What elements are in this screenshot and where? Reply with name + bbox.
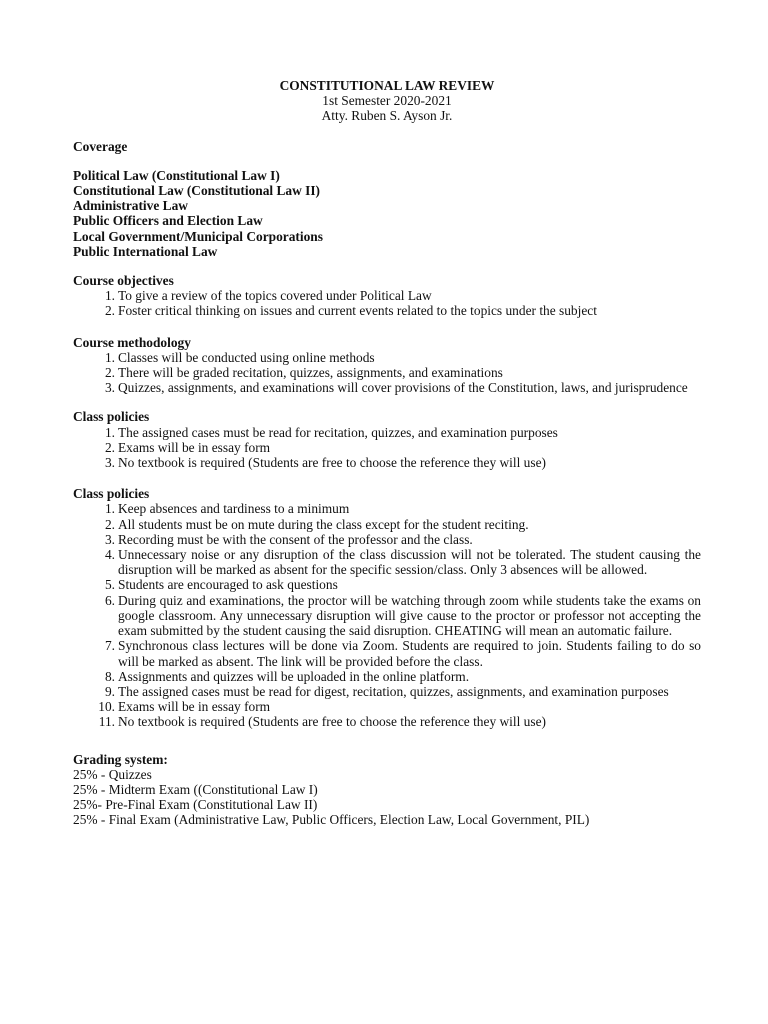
list-text: Recording must be with the consent of the professor and the class. [118, 531, 473, 547]
list-number: 11. [98, 714, 115, 730]
list-number: 3. [104, 455, 115, 471]
list-number: 8. [104, 668, 115, 684]
methodology-section [73, 335, 701, 396]
list-number: 2. [104, 516, 115, 532]
list-text: Unnecessary noise or any disruption of the class discussion will not be tolerated. The student causing the disruption will be marked as absent for the specific session/class. Only 3 absences will be allowed. [118, 547, 701, 578]
list-item [73, 425, 701, 440]
list-item [73, 547, 701, 577]
list-item [73, 501, 701, 516]
list-text: Students are encouraged to ask questions [118, 577, 338, 593]
class-policies-section-1 [73, 409, 701, 470]
class-policies-heading: Class policies [73, 486, 150, 502]
list-number: 9. [104, 683, 115, 699]
list-text: No textbook is required (Students are free to choose the reference they will use) [118, 714, 546, 730]
list-number: 4. [104, 547, 115, 563]
list-text: Assignments and quizzes will be uploaded in the online platform. [118, 668, 470, 684]
list-number: 1. [104, 424, 115, 440]
grading-heading: Grading system: [73, 751, 168, 767]
list-number: 3. [104, 531, 115, 547]
list-number: 5. [104, 577, 115, 593]
list-text: During quiz and examinations, the proctor will be watching through zoom while students take the exams on google classroom. Any unnecessary disruption will give cause to the proctor or professor not accepting the exam submitted by the student causing the said disruption. CHEATING will mean an automatic failure. [118, 592, 701, 639]
list-text: Synchronous class lectures will be done via Zoom. Students are required to join. Students failing to do so will be marked as absent. The link will be provided before the class. [118, 638, 701, 669]
list-item [73, 669, 701, 684]
methodology-heading: Course methodology [73, 334, 191, 350]
list-item [73, 365, 701, 380]
document-title: CONSTITUTIONAL LAW REVIEW [279, 78, 495, 93]
document-header [73, 78, 701, 124]
list-text: There will be graded recitation, quizzes, assignments, and examinations [118, 365, 503, 381]
list-number: 1. [104, 501, 115, 517]
methodology-list [73, 350, 701, 396]
list-text: The assigned cases must be read for recitation, quizzes, and examination purposes [118, 424, 558, 440]
coverage-item: Administrative Law [73, 198, 188, 214]
list-text: All students must be on mute during the class except for the student reciting. [118, 516, 529, 532]
class-policies-list [73, 425, 701, 471]
list-item [73, 440, 701, 455]
list-item [73, 638, 701, 668]
list-item [73, 455, 701, 470]
list-text: To give a review of the topics covered under Political Law [118, 288, 432, 304]
professor-line: Atty. Ruben S. Ayson Jr. [321, 108, 453, 124]
list-item [73, 577, 701, 592]
list-text: The assigned cases must be read for digest, recitation, quizzes, assignments, and examination purposes [118, 683, 669, 699]
coverage-item: Constitutional Law (Constitutional Law II) [73, 183, 321, 199]
list-number: 3. [104, 380, 115, 396]
coverage-item: Local Government/Municipal Corporations [73, 228, 323, 244]
list-item [73, 288, 701, 303]
list-text: No textbook is required (Students are free to choose the reference they will use) [118, 455, 546, 471]
list-item [73, 350, 701, 365]
coverage-item: Public Officers and Election Law [73, 213, 263, 229]
grading-item: 25%- Pre-Final Exam (Constitutional Law II) [73, 797, 318, 813]
grading-section [73, 752, 701, 828]
list-item [73, 684, 701, 699]
list-text: Foster critical thinking on issues and current events related to the topics under the subject [118, 303, 597, 319]
coverage-heading: Coverage [73, 138, 128, 154]
objectives-heading: Course objectives [73, 273, 174, 289]
list-item [73, 303, 701, 318]
list-text: Quizzes, assignments, and examinations will cover provisions of the Constitution, laws, and jurisprudence [118, 380, 688, 396]
list-number: 1. [104, 288, 115, 304]
list-text: Exams will be in essay form [118, 699, 271, 715]
coverage-item: Political Law (Constitutional Law I) [73, 167, 280, 183]
list-number: 2. [104, 365, 115, 381]
list-item [73, 380, 701, 395]
class-policies-list [73, 501, 701, 729]
list-item [73, 714, 701, 729]
grading-item: 25% - Quizzes [73, 766, 152, 782]
list-item [73, 517, 701, 532]
list-item [73, 699, 701, 714]
list-text: Exams will be in essay form [118, 439, 271, 455]
grading-item: 25% - Midterm Exam ((Constitutional Law I) [73, 781, 318, 797]
list-number: 2. [104, 303, 115, 319]
list-number: 7. [104, 638, 115, 654]
list-item [73, 532, 701, 547]
list-text: Classes will be conducted using online methods [118, 349, 375, 365]
class-policies-section-2 [73, 486, 701, 729]
list-number: 6. [104, 592, 115, 608]
document-page [73, 78, 701, 828]
list-item [73, 593, 701, 639]
list-number: 10. [98, 699, 115, 715]
objectives-list [73, 288, 701, 318]
class-policies-heading: Class policies [73, 409, 150, 425]
semester-line: 1st Semester 2020-2021 [322, 93, 452, 109]
objectives-section [73, 273, 701, 319]
list-text: Keep absences and tardiness to a minimum [118, 501, 350, 517]
list-number: 2. [104, 439, 115, 455]
coverage-item: Public International Law [73, 243, 218, 259]
list-number: 1. [104, 349, 115, 365]
grading-item: 25% - Final Exam (Administrative Law, Public Officers, Election Law, Local Government, PIL) [73, 812, 590, 828]
coverage-list [73, 168, 701, 259]
